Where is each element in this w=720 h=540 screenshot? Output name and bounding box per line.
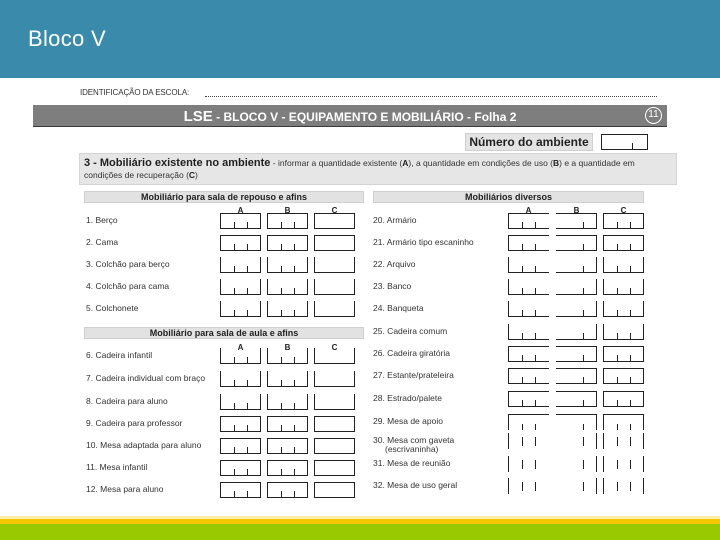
digit-divider [281,447,282,453]
furniture-item-label: 3. Colchão para berço [86,259,170,269]
quantity-box[interactable] [556,368,597,384]
digit-divider [535,310,536,316]
digit-divider [234,469,235,475]
digit-divider [535,355,536,361]
section-diversos-header: Mobiliários diversos [373,191,644,203]
quantity-box[interactable] [556,433,597,449]
digit-divider [630,288,631,294]
digit-divider [294,266,295,272]
quantity-box[interactable] [220,257,261,273]
digit-divider [617,437,618,446]
quantity-box[interactable] [603,456,644,472]
quantity-box[interactable] [220,394,261,410]
digit-divider [294,288,295,294]
digit-divider [617,460,618,469]
digit-divider [522,355,523,361]
digit-divider [234,266,235,272]
col-header-a: A [237,343,244,352]
digit-divider [535,482,536,491]
digit-divider [630,244,631,250]
quantity-box[interactable] [314,438,355,454]
digit-divider [247,380,248,386]
quantity-box[interactable] [220,301,261,317]
quantity-box[interactable] [603,478,644,494]
furniture-item-label: 10. Mesa adaptada para aluno [86,440,202,450]
quantity-box[interactable] [556,324,597,340]
digit-divider [522,424,523,430]
quantity-box[interactable] [603,414,644,430]
quantity-box[interactable] [267,394,308,410]
furniture-item-label: 11. Mesa infantil [86,462,148,472]
digit-divider [281,425,282,431]
digit-divider [281,222,282,228]
digit-divider [630,482,631,491]
quantity-box[interactable] [508,478,549,494]
quantity-box[interactable] [508,324,549,340]
furniture-item-label: 25. Cadeira comum [373,326,448,336]
digit-divider [247,288,248,294]
footer-band-green [0,524,720,540]
quantity-box[interactable] [508,346,549,362]
digit-divider [234,244,235,250]
numero-ambiente-label: Número do ambiente [465,133,593,151]
slide-title: Bloco V [28,26,106,51]
quantity-box[interactable] [267,301,308,317]
quantity-box[interactable] [220,348,261,364]
section-repouso-header: Mobiliário para sala de repouso e afins [84,191,364,203]
digit-divider [522,377,523,383]
escola-label: IDENTIFICAÇÃO DA ESCOLA: [80,88,190,97]
digit-divider [522,244,523,250]
digit-divider [522,310,523,316]
quantity-box[interactable] [508,456,549,472]
digit-divider [294,403,295,409]
digit-divider [294,425,295,431]
quantity-box[interactable] [220,438,261,454]
quantity-box[interactable] [314,301,355,317]
digit-divider [535,222,536,228]
furniture-item-label: 23. Banco [373,281,412,291]
digit-divider [294,310,295,316]
quantity-box[interactable] [508,279,549,295]
quantity-box[interactable] [314,460,355,476]
quantity-box[interactable] [267,416,308,432]
quantity-box[interactable] [603,324,644,340]
quantity-box[interactable] [508,301,549,317]
quantity-box[interactable] [556,213,597,229]
digit-divider [535,377,536,383]
furniture-item-label: 4. Colchão para cama [86,281,170,291]
digit-divider [617,400,618,406]
digit-divider [281,288,282,294]
digit-divider [617,222,618,228]
digit-divider [247,447,248,453]
furniture-item-label: 29. Mesa de apoio [373,416,443,426]
digit-divider [630,437,631,446]
digit-divider [583,244,584,250]
digit-divider [294,357,295,363]
col-header-c: C [620,206,627,215]
quantity-box[interactable] [508,433,549,449]
quantity-box[interactable] [508,257,549,273]
digit-divider [535,244,536,250]
slide-header [0,0,720,78]
digit-divider [617,244,618,250]
furniture-item-label: 28. Estrado/palete [373,393,442,403]
digit-divider [617,288,618,294]
digit-divider [247,403,248,409]
furniture-item-label: 20. Armário [373,215,417,225]
digit-divider [294,447,295,453]
col-header-c: C [331,343,338,352]
quantity-box[interactable] [508,368,549,384]
form-title: LSE - BLOCO V - EQUIPAMENTO E MOBILIÁRIO - Folha 2 [183,108,517,125]
digit-divider [281,380,282,386]
digit-divider [247,491,248,497]
digit-divider [234,380,235,386]
digit-divider [617,333,618,339]
page-number-badge: 11 [645,107,662,124]
quantity-box[interactable] [314,235,355,251]
quantity-box[interactable] [603,301,644,317]
digit-divider [583,355,584,361]
quantity-box[interactable] [314,482,355,498]
quantity-box[interactable] [267,482,308,498]
digit-divider [583,266,584,272]
digit-divider [617,310,618,316]
quantity-box[interactable] [314,394,355,410]
digit-divider [522,437,523,446]
digit-divider [630,310,631,316]
quantity-box[interactable] [603,346,644,362]
furniture-item-label: 21. Armário tipo escaninho [373,237,474,247]
quantity-box[interactable] [603,257,644,273]
digit-divider [281,403,282,409]
quantity-box[interactable] [556,279,597,295]
quantity-box[interactable] [314,348,355,364]
digit-divider [522,222,523,228]
digit-divider [583,222,584,228]
quantity-box[interactable] [508,391,549,407]
quantity-box[interactable] [556,478,597,494]
quantity-box[interactable] [220,279,261,295]
quantity-box[interactable] [314,416,355,432]
digit-divider [247,310,248,316]
furniture-item-label: 2. Cama [86,237,119,247]
quantity-box[interactable] [508,414,549,430]
furniture-item-label: 6. Cadeira infantil [86,350,153,360]
digit-divider [294,222,295,228]
digit-divider [535,460,536,469]
quantity-box[interactable] [220,371,261,387]
digit-divider [281,244,282,250]
quantity-box[interactable] [267,371,308,387]
digit-divider [281,491,282,497]
furniture-item-label: 8. Cadeira para aluno [86,396,168,406]
digit-divider [535,266,536,272]
quantity-box[interactable] [267,460,308,476]
quantity-box[interactable] [220,235,261,251]
quantity-box[interactable] [314,213,355,229]
digit-divider [281,357,282,363]
digit-divider [630,424,631,430]
quantity-box[interactable] [603,433,644,449]
quantity-box[interactable] [220,213,261,229]
furniture-item-label: 12. Mesa para aluno [86,484,164,494]
digit-divider [630,266,631,272]
digit-divider [247,425,248,431]
furniture-item-label: 27. Estante/prateleira [373,370,454,380]
digit-divider [617,424,618,430]
digit-divider [617,482,618,491]
digit-divider [583,400,584,406]
col-header-b: B [573,206,580,215]
digit-divider [630,400,631,406]
quantity-box[interactable] [314,257,355,273]
quantity-box[interactable] [556,257,597,273]
quantity-box[interactable] [267,438,308,454]
quantity-box[interactable] [556,346,597,362]
digit-divider [583,424,584,430]
digit-divider [535,288,536,294]
col-header-a: A [525,206,532,215]
digit-divider [583,460,584,469]
digit-divider [583,310,584,316]
quantity-box[interactable] [314,371,355,387]
digit-divider [522,333,523,339]
digit-divider [234,288,235,294]
quantity-box[interactable] [603,213,644,229]
digit-divider [522,482,523,491]
furniture-item-label: 7. Cadeira individual com braço [86,373,206,383]
section-3-instructions: 3 - Mobiliário existente no ambiente - informar a quantidade existente (A), a quantidade em condições de uso (B) e a quantidade em condições de recuperação (C) [79,153,677,185]
digit-divider [294,469,295,475]
form-document [0,78,720,520]
digit-divider [234,222,235,228]
digit-divider [281,469,282,475]
digit-divider [522,266,523,272]
quantity-box[interactable] [603,235,644,251]
digit-divider [294,244,295,250]
digit-divider [583,333,584,339]
digit-divider [247,244,248,250]
furniture-item-label: 32. Mesa de uso geral [373,480,458,490]
digit-divider [247,357,248,363]
furniture-item-label: 5. Colchonete [86,303,139,313]
section-aula-header: Mobiliário para sala de aula e afins [84,327,364,339]
digit-divider [617,355,618,361]
form-title-bar [33,105,667,127]
quantity-box[interactable] [603,368,644,384]
quantity-box[interactable] [220,416,261,432]
digit-divider [617,266,618,272]
digit-divider [234,357,235,363]
digit-divider [630,377,631,383]
quantity-box[interactable] [556,391,597,407]
quantity-box[interactable] [556,414,597,430]
quantity-box[interactable] [220,460,261,476]
quantity-box[interactable] [603,279,644,295]
quantity-box[interactable] [556,235,597,251]
quantity-box[interactable] [508,213,549,229]
digit-divider [247,222,248,228]
quantity-box[interactable] [508,235,549,251]
col-header-b: B [284,343,291,352]
quantity-box[interactable] [267,213,308,229]
digit-divider [630,222,631,228]
quantity-box[interactable] [603,391,644,407]
digit-divider [535,400,536,406]
digit-divider [617,377,618,383]
furniture-item-label: 30. Mesa com gaveta [373,435,455,445]
quantity-box[interactable] [314,279,355,295]
digit-divider [281,310,282,316]
furniture-item-label: 9. Cadeira para professor [86,418,183,428]
col-header-a: A [237,206,244,215]
digit-divider [583,482,584,491]
quantity-box[interactable] [220,482,261,498]
digit-divider [630,333,631,339]
digit-divider [281,266,282,272]
digit-divider [583,377,584,383]
quantity-box[interactable] [556,301,597,317]
digit-divider [234,403,235,409]
digit-divider [234,425,235,431]
furniture-item-label: 26. Cadeira giratória [373,348,451,358]
furniture-item-label: 1. Berço [86,215,118,225]
quantity-box[interactable] [267,348,308,364]
digit-divider [630,460,631,469]
digit-divider [583,288,584,294]
digit-divider [535,437,536,446]
furniture-item-label: 31. Mesa de reunião [373,458,451,468]
digit-divider [234,491,235,497]
digit-divider [535,333,536,339]
col-header-c: C [331,206,338,215]
escola-field[interactable] [205,96,657,97]
digit-divider [234,447,235,453]
quantity-box[interactable] [267,257,308,273]
numero-ambiente-field[interactable] [601,134,648,150]
col-header-b: B [284,206,291,215]
quantity-box[interactable] [267,279,308,295]
digit-divider [234,310,235,316]
quantity-box[interactable] [267,235,308,251]
digit-divider [294,491,295,497]
digit-divider [522,288,523,294]
digit-divider [583,437,584,446]
digit-divider [247,469,248,475]
digit-divider [522,460,523,469]
digit-divider [294,380,295,386]
digit-divider [630,355,631,361]
digit-divider [535,424,536,430]
furniture-item-label: 22. Arquivo [373,259,416,269]
furniture-item-label-line2: (escrivaninha) [385,444,439,454]
furniture-item-label: 24. Banqueta [373,303,424,313]
digit-divider [522,400,523,406]
digit-divider [247,266,248,272]
quantity-box[interactable] [556,456,597,472]
